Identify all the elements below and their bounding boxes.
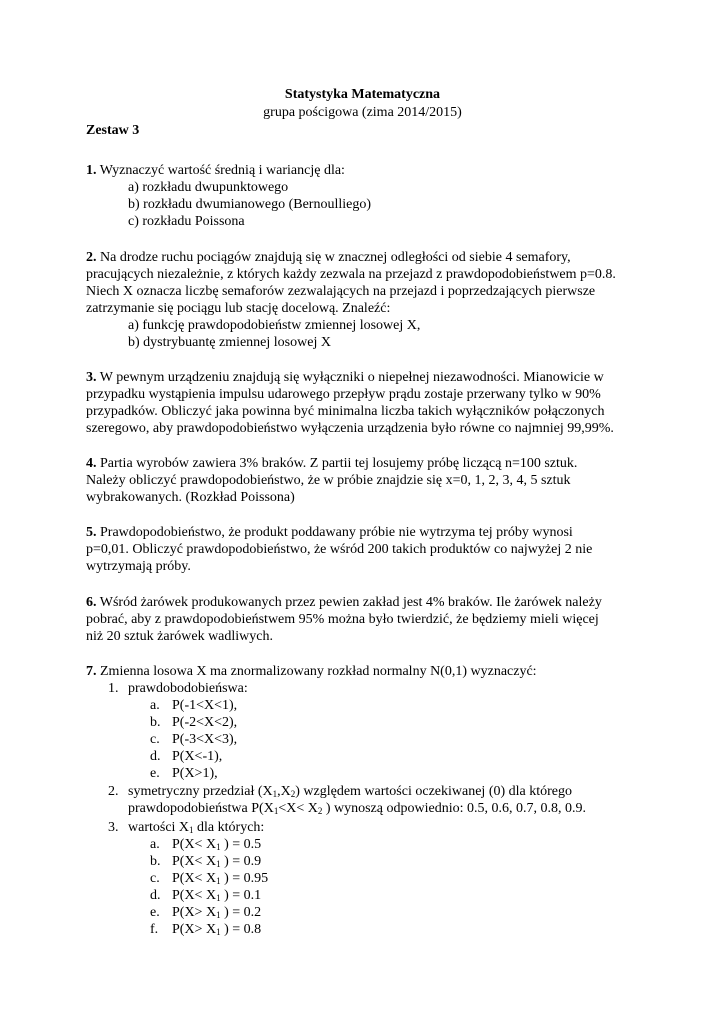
set-label: Zestaw 3 (86, 123, 140, 138)
problem-text: W pewnym urządzeniu znajdują się wyłączniki o niepełnej niezawodności. Mianowicie w (99, 370, 604, 385)
problem-number: 3. (86, 370, 97, 385)
list-item: P(-1<X<1), (172, 698, 238, 713)
problem-number: 1. (86, 163, 97, 178)
problem-3-line: szeregowo, aby prawdopodobieństwo wyłączenia urządzenia było równe co najmniej 99,99%. (86, 421, 614, 436)
text-span: P(X> X (172, 905, 217, 920)
subscript: 1 (216, 876, 221, 886)
list-letter: b. (150, 854, 161, 869)
list-item: P(-3<X<3), (172, 732, 238, 747)
problem-2-line: zatrzymanie się pociągu lub stację docelową. Znaleźć: (86, 301, 391, 316)
subscript: 1 (216, 910, 221, 920)
problem-number: 4. (86, 456, 97, 471)
problem-4 (86, 455, 577, 472)
list-item: P(X>1), (172, 766, 218, 781)
text-span: P(X< X (172, 888, 217, 903)
subscript: 2 (290, 789, 296, 799)
problem-1-item: b) rozkładu dwumianowego (Bernoulliego) (128, 197, 371, 212)
problem-text: Prawdopodobieństwo, że produkt poddawany próbie nie wytrzyma tej próby wynosi (100, 525, 573, 540)
problem-1 (86, 162, 345, 179)
text-span: ) = 0.8 (220, 922, 262, 937)
subitem-number: 2. (108, 784, 119, 799)
list-letter: c. (150, 871, 160, 886)
text-span: ) = 0.9 (220, 854, 262, 869)
subscript: 1 (216, 842, 221, 852)
subitem-label: prawdobodobieńswa: (128, 681, 248, 696)
list-letter: d. (150, 888, 161, 903)
text-span: P(X> X (172, 922, 217, 937)
list-item (172, 921, 261, 938)
subscript: 1 (189, 825, 194, 835)
text-span: symetryczny przedział (X (128, 784, 273, 799)
list-letter: e. (150, 905, 160, 920)
subitem-line (128, 800, 586, 817)
list-letter: a. (150, 837, 160, 852)
subscript: 2 (317, 806, 323, 816)
list-letter: a. (150, 698, 160, 713)
list-letter: b. (150, 715, 161, 730)
list-item: P(-2<X<2), (172, 715, 238, 730)
problem-6-line: pobrać, aby z prawdopodobieństwem 95% można było twierdzić, że będziemy mieli więcej (86, 612, 599, 627)
subitem-number: 3. (108, 820, 119, 835)
subscript: 1 (216, 893, 221, 903)
problem-3-line: przypadków. Obliczyć jaka powinna być minimalna liczba takich wyłączników połączonych (86, 404, 605, 419)
text-span: wartości X (128, 820, 190, 835)
problem-number: 6. (86, 595, 97, 610)
text-span: ) = 0.5 (220, 837, 262, 852)
problem-text: Wśród żarówek produkowanych przez pewien zakład jest 4% braków. Ile żarówek należy (99, 595, 602, 610)
subitem-line (128, 783, 572, 800)
problem-text: Wyznaczyć wartość średnią i wariancję dla: (99, 163, 345, 178)
problem-text: Na drodze ruchu pociągów znajdują się w znacznej odległości od siebie 4 semafory, (100, 250, 571, 265)
problem-2-item: b) dystrybuantę zmiennej losowej X (128, 335, 331, 350)
subscript: 1 (216, 927, 221, 937)
problem-3 (86, 369, 604, 386)
problem-1-item: a) rozkładu dwupunktowego (128, 180, 289, 195)
text-span: P(X< X (172, 871, 217, 886)
problem-2 (86, 249, 571, 266)
text-span: dla których: (193, 820, 265, 835)
problem-7 (86, 663, 537, 680)
list-item (172, 904, 261, 921)
document-subtitle: grupa pościgowa (zima 2014/2015) (263, 105, 462, 120)
list-letter: c. (150, 732, 160, 747)
subitem-number: 1. (108, 681, 119, 696)
text-span: P(X< X (172, 854, 217, 869)
problem-number: 7. (86, 664, 97, 679)
list-letter: e. (150, 766, 160, 781)
problem-number: 2. (86, 250, 97, 265)
list-letter: d. (150, 749, 161, 764)
text-span: ) = 0.2 (220, 905, 262, 920)
problem-5-line: p=0,01. Obliczyć prawdopodobieństwo, że wśród 200 takich produktów co najwyżej 2 nie (86, 542, 593, 557)
list-item (172, 887, 261, 904)
problem-2-item: a) funkcję prawdopodobieństw zmiennej losowej X, (128, 318, 421, 333)
problem-text: Partia wyrobów zawiera 3% braków. Z partii tej losujemy próbę liczącą n=100 sztuk. (100, 456, 578, 471)
problem-4-line: Należy obliczyć prawdopodobieństwo, że w próbie znajdzie się x=0, 1, 2, 3, 4, 5 sztuk (86, 473, 571, 488)
text-span: <X< X (278, 801, 318, 816)
problem-5-line: wytrzymają próby. (86, 559, 191, 574)
text-span: prawdopodobieństwa P(X (128, 801, 274, 816)
problem-2-line: Niech X oznacza liczbę semaforów zezwalających na przejazd i poprzedzających pierwsze (86, 284, 596, 299)
problem-number: 5. (86, 525, 97, 540)
problem-text: Zmienna losowa X ma znormalizowany rozkład normalny N(0,1) wyznaczyć: (100, 664, 537, 679)
text-span: P(X< X (172, 837, 217, 852)
problem-6 (86, 594, 602, 611)
text-span: ) względem wartości oczekiwanej (0) dla którego (295, 784, 573, 799)
text-span: ,X (277, 784, 291, 799)
list-letter: f. (150, 922, 159, 937)
problem-1-item: c) rozkładu Poissona (128, 214, 245, 229)
list-item (172, 870, 268, 887)
document-title: Statystyka Matematyczna (284, 87, 441, 102)
list-item (172, 836, 261, 853)
text-span: ) = 0.1 (220, 888, 262, 903)
list-item: P(X<-1), (172, 749, 223, 764)
subitem-label (128, 819, 264, 836)
problem-5 (86, 524, 573, 541)
subscript: 1 (272, 789, 278, 799)
problem-2-line: pracujących niezależnie, z których każdy zezwala na przejazd z prawdopodobieństwem p=0.8. (86, 267, 616, 282)
text-span: ) wynoszą odpowiednio: 0.5, 0.6, 0.7, 0.8, 0.9. (322, 801, 586, 816)
subscript: 1 (273, 806, 279, 816)
problem-3-line: przypadku wystąpienia impulsu udarowego przepływ prądu zostaje przerwany tylko w 90% (86, 387, 601, 402)
subscript: 1 (216, 859, 221, 869)
problem-6-line: niż 20 sztuk żarówek wadliwych. (86, 629, 273, 644)
list-item (172, 853, 261, 870)
problem-4-line: wybrakowanych. (Rozkład Poissona) (86, 490, 295, 505)
text-span: ) = 0.95 (220, 871, 269, 886)
